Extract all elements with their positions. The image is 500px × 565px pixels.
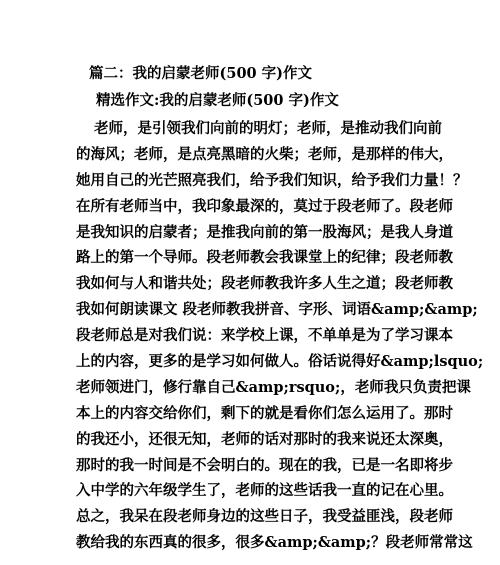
text-line: 教给我的东西真的很多，很多&amp;&amp;？段老师常常这 xyxy=(76,534,473,552)
text-line: 本上的内容交给你们，剩下的就是看你们怎么运用了。那时 xyxy=(76,404,453,422)
text-line: 她用自己的光芒照亮我们，给予我们知识，给予我们力量！？ xyxy=(76,171,468,189)
text-line: 总之，我呆在段老师身边的这些日子，我受益匪浅，段老师 xyxy=(76,508,453,526)
text-line: 在所有老师当中，我印象最深的，莫过于段老师了。段老师 xyxy=(76,197,453,215)
text-line: 我如何朗读课文 段老师教我拼音、字形、词语&amp;&amp; xyxy=(76,301,478,319)
text-line: 上的内容，更多的是学习如何做人。俗话说得好&amp;lsquo; xyxy=(76,353,484,371)
document-subheading: 精选作文:我的启蒙老师(500 字)作文 xyxy=(96,92,339,109)
text-line: 那时的我一时间是不会明白的。现在的我，已是一名即将步 xyxy=(76,456,453,474)
text-line: 入中学的六年级学生了，老师的这些话我一直的记在心里。 xyxy=(76,482,453,500)
text-line: 老师领进门，修行靠自己&amp;rsquo;，老师我只负责把课 xyxy=(76,378,471,396)
text-line: 的我还小，还很无知，老师的话对那时的我来说还太深奥， xyxy=(76,430,453,448)
text-line: 老师，是引领我们向前的明灯；老师，是推动我们向前 xyxy=(94,120,442,137)
document-body xyxy=(76,116,484,556)
text-line: 是我知识的启蒙者；是推我向前的第一股海风；是我人身道 xyxy=(76,223,453,241)
document-heading: 篇二：我的启蒙老师(500 字)作文 xyxy=(89,65,313,82)
text-line: 路上的第一个导师。段老师教会我课堂上的纪律；段老师教 xyxy=(76,249,453,267)
text-line: 我如何与人和谐共处；段老师教我许多人生之道；段老师教 xyxy=(76,275,453,293)
text-line: 的海风；老师，是点亮黑暗的火柴；老师，是那样的伟大， xyxy=(76,145,453,163)
text-line: 段老师总是对我们说：来学校上课，不单单是为了学习课本 xyxy=(76,327,453,345)
